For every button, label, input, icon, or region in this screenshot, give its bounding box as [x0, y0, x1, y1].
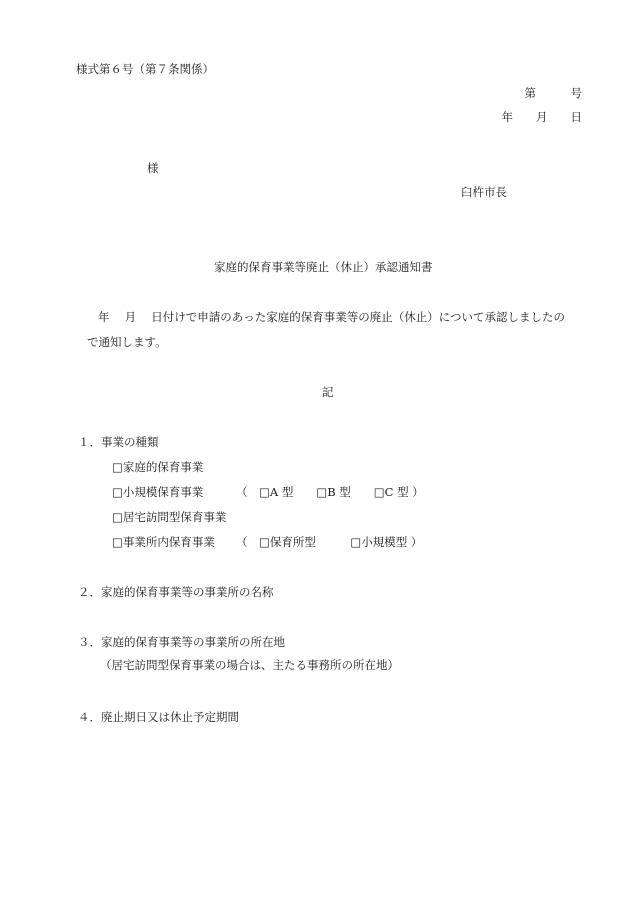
- body-text-line-1: 年 月 日付けで申請のあった家庭的保育事業等の廃止（休止）について承認しましたの: [98, 310, 565, 324]
- item-3-note: （居宅訪問型保育事業の場合は、主たる事務所の所在地）: [100, 658, 399, 672]
- document-number-line: 第 号: [524, 86, 582, 100]
- issuer-name: 臼杵市長: [461, 185, 507, 199]
- item-1-heading: １．事業の種類: [78, 435, 159, 449]
- item-3-heading: ３．家庭的保育事業等の事業所の所在地: [78, 635, 285, 649]
- option-shokibo-types: （ □A 型 □B 型 □C 型 ）: [236, 485, 424, 499]
- body-text-line-2: で通知します。: [87, 335, 167, 349]
- item-4-heading: ４．廃止期日又は休止予定期間: [78, 710, 239, 724]
- option-kyotaku-checkbox: □居宅訪問型保育事業: [112, 510, 227, 524]
- ki-heading: 記: [322, 385, 334, 399]
- document-title: 家庭的保育事業等廃止（休止）承認通知書: [214, 260, 433, 274]
- option-shokibo-checkbox: □小規模保育事業: [112, 485, 204, 499]
- item-2-heading: ２．家庭的保育事業等の事業所の名称: [78, 585, 274, 599]
- option-jigyosho-types: （ □保育所型 □小規模型 ）: [236, 535, 423, 549]
- option-katei-checkbox: □家庭的保育事業: [112, 460, 204, 474]
- addressee-honorific: 様: [147, 161, 159, 175]
- date-line: 年 月 日: [501, 110, 582, 124]
- form-number: 様式第６号（第７条関係）: [76, 62, 214, 76]
- option-jigyosho-checkbox: □事業所内保育事業: [112, 535, 215, 549]
